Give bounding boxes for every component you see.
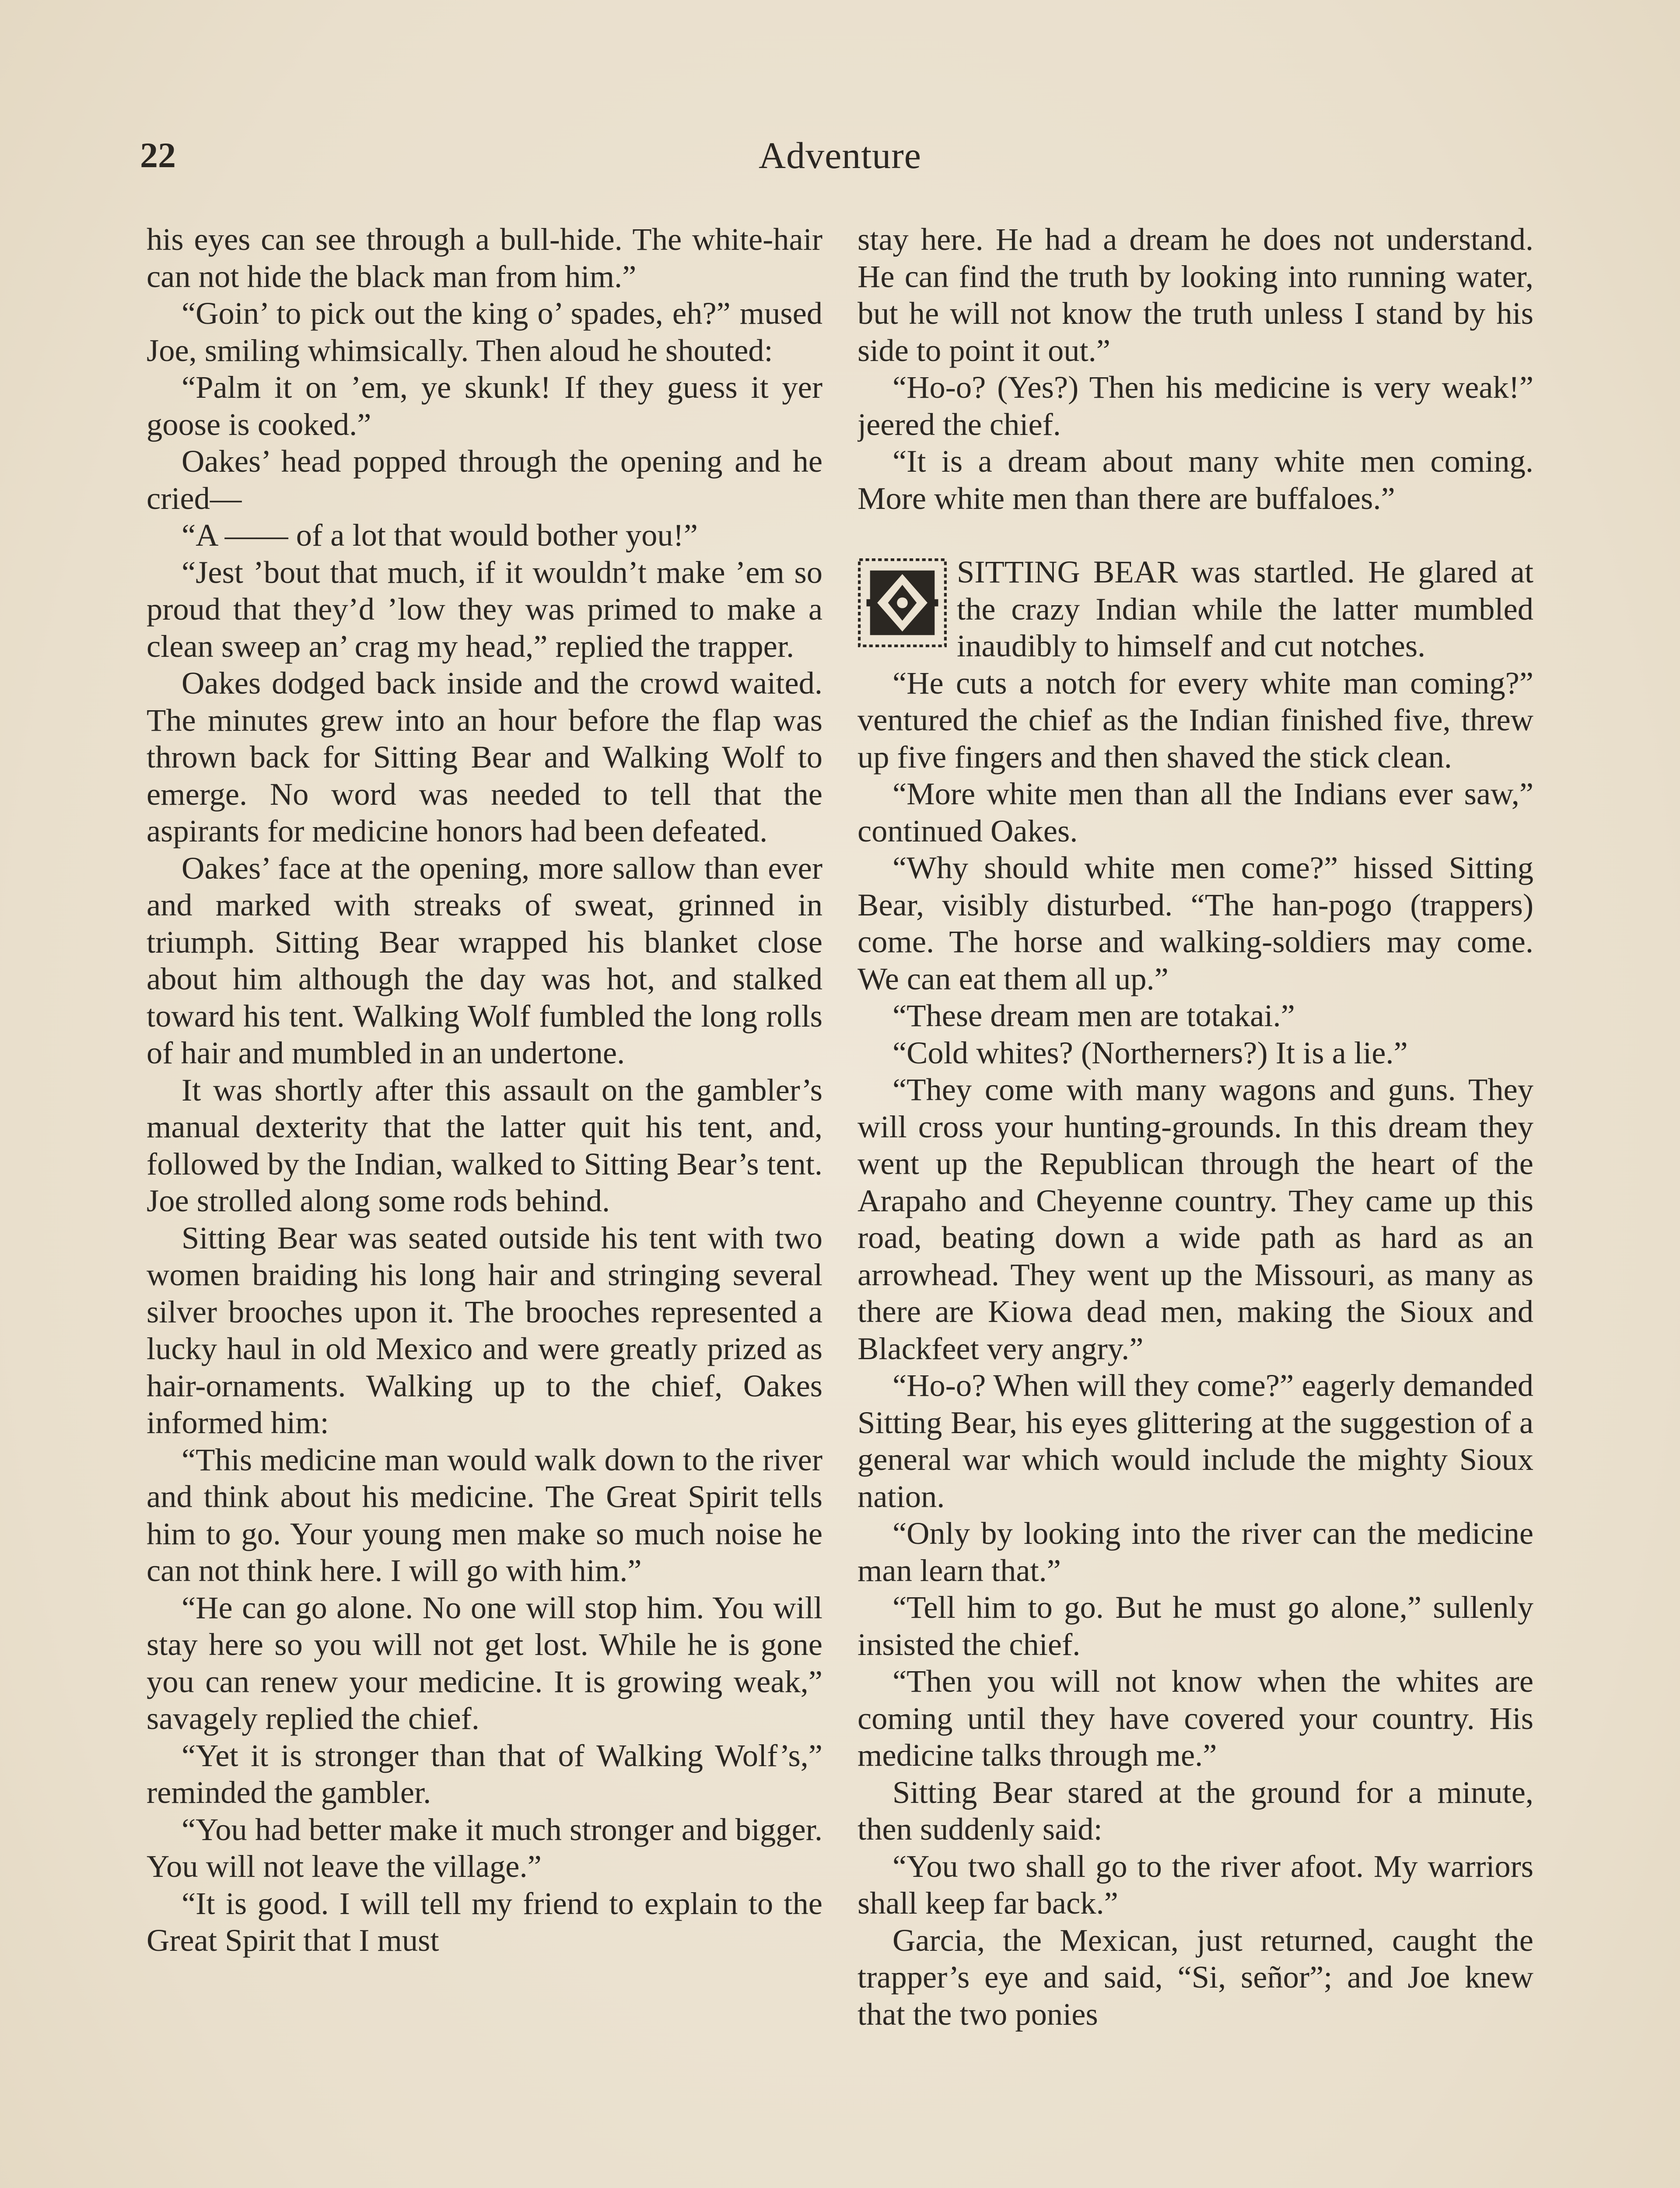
- section-opening-text: SITTING BEAR was startled. He glared at the crazy Indian while the latter mumbled inaudibly to himself and cut notches.: [957, 554, 1533, 663]
- paragraph: “Why should white men come?” hissed Sitting Bear, visibly disturbed. “The han-pogo (trappers) come. The horse and walking-soldiers may come. We can eat them all up.”: [858, 850, 1533, 996]
- paragraph: “It is good. I will tell my friend to explain to the Great Spirit that I must: [147, 1885, 822, 1958]
- paragraph: “Palm it on ’em, ye skunk! If they guess it yer goose is cooked.”: [147, 369, 822, 442]
- paragraph: “A —— of a lot that would bother you!”: [182, 517, 698, 553]
- paragraph: “Cold whites? (Northerners?) It is a lie.”: [892, 1034, 1408, 1070]
- paragraph: Oakes’ head popped through the opening and he cried—: [147, 443, 822, 516]
- paragraph: “Only by looking into the river can the medicine man learn that.”: [858, 1515, 1533, 1588]
- paragraph: Garcia, the Mexican, just returned, caught the trapper’s eye and said, “Si, señor”; and Joe knew that the two ponies: [858, 1922, 1533, 2032]
- page-header: [140, 129, 1540, 182]
- page-number: 22: [140, 135, 176, 175]
- paragraph: “More white men than all the Indians ever saw,” continued Oakes.: [858, 776, 1533, 849]
- paragraph: “It is a dream about many white men coming. More white men than there are buffaloes.”: [858, 443, 1533, 516]
- right-column: [858, 221, 1533, 2188]
- paragraph: “They come with many wagons and guns. They will cross your hunting-grounds. In this dream they went up the Republican through the heart of the Arapaho and Cheyenne country. They came up this road, beating down a wide path as hard as an arrowhead. They went up the Missouri, as many as there are Kiowa dead men, making the Sioux and Blackfeet very angry.”: [858, 1072, 1533, 1366]
- paragraph: “He can go alone. No one will stop him. You will stay here so you will not get lost. While he is gone you can renew your medicine. It is growing weak,” savagely replied the chief.: [147, 1589, 822, 1736]
- paragraph: “These dream men are totakai.”: [892, 998, 1295, 1033]
- paragraph: his eyes can see through a bull-hide. The white-hair can not hide the black man from him.”: [147, 221, 822, 294]
- paragraph: Oakes’ face at the opening, more sallow than ever and marked with streaks of sweat, grinned in triumph. Sitting Bear wrapped his blanket close about him although the day was hot, and stalked toward his tent. Walking Wolf fumbled the long rolls of hair and mumbled in an undertone.: [147, 850, 822, 1070]
- paragraph: “Tell him to go. But he must go alone,” sullenly insisted the chief.: [858, 1589, 1533, 1662]
- paragraph: “Ho-o? (Yes?) Then his medicine is very weak!” jeered the chief.: [858, 369, 1533, 442]
- section-opening-paragraph: [858, 554, 1533, 665]
- paragraph: Oakes dodged back inside and the crowd waited. The minutes grew into an hour before the flap was thrown back for Sitting Bear and Walking Wolf to emerge. No word was needed to tell that the aspirants for medicine honors had been defeated.: [147, 665, 822, 849]
- paragraph: “This medicine man would walk down to the river and think about his medicine. The Great Spirit tells him to go. Your young men make so much noise he can not think here. I will go with him.”: [147, 1441, 822, 1588]
- left-column: [147, 221, 822, 2188]
- paragraph: “Jest ’bout that much, if it wouldn’t make ’em so proud that they’d ’low they was primed to make a clean sweep an’ crag my head,” replied the trapper.: [147, 554, 822, 664]
- paragraph: “You two shall go to the river afoot. My warriors shall keep far back.”: [858, 1848, 1533, 1921]
- paragraph: “Ho-o? When will they come?” eagerly demanded Sitting Bear, his eyes glittering at the suggestion of a general war which would include the mighty Sioux nation.: [858, 1368, 1533, 1514]
- paragraph: “Goin’ to pick out the king o’ spades, eh?” mused Joe, smiling whimsically. Then aloud he shouted:: [147, 295, 822, 368]
- paragraph: It was shortly after this assault on the gambler’s manual dexterity that the latter quit his tent, and, followed by the Indian, walked to Sitting Bear’s tent. Joe strolled along some rods behind.: [147, 1072, 822, 1218]
- paragraph: Sitting Bear was seated outside his tent with two women braiding his long hair and stringing several silver brooches upon it. The brooches represented a lucky haul in old Mexico and were greatly prized as hair-ornaments. Walking up to the chief, Oakes informed him:: [147, 1220, 822, 1440]
- ornament-icon: [858, 558, 947, 648]
- running-title: Adventure: [759, 134, 921, 176]
- paragraph: “You had better make it much stronger and bigger. You will not leave the village.”: [147, 1811, 822, 1884]
- paragraph: “He cuts a notch for every white man coming?” ventured the chief as the Indian finished five, threw up five fingers and then shaved the stick clean.: [858, 665, 1533, 775]
- paragraph: Sitting Bear stared at the ground for a minute, then suddenly said:: [858, 1774, 1533, 1847]
- paragraph: “Yet it is stronger than that of Walking Wolf’s,” reminded the gambler.: [147, 1737, 822, 1810]
- paragraph: stay here. He had a dream he does not understand. He can find the truth by looking into running water, but he will not know the truth unless I stand by his side to point it out.”: [858, 221, 1533, 368]
- paragraph: “Then you will not know when the whites are coming until they have covered your country. His medicine talks through me.”: [858, 1663, 1533, 1773]
